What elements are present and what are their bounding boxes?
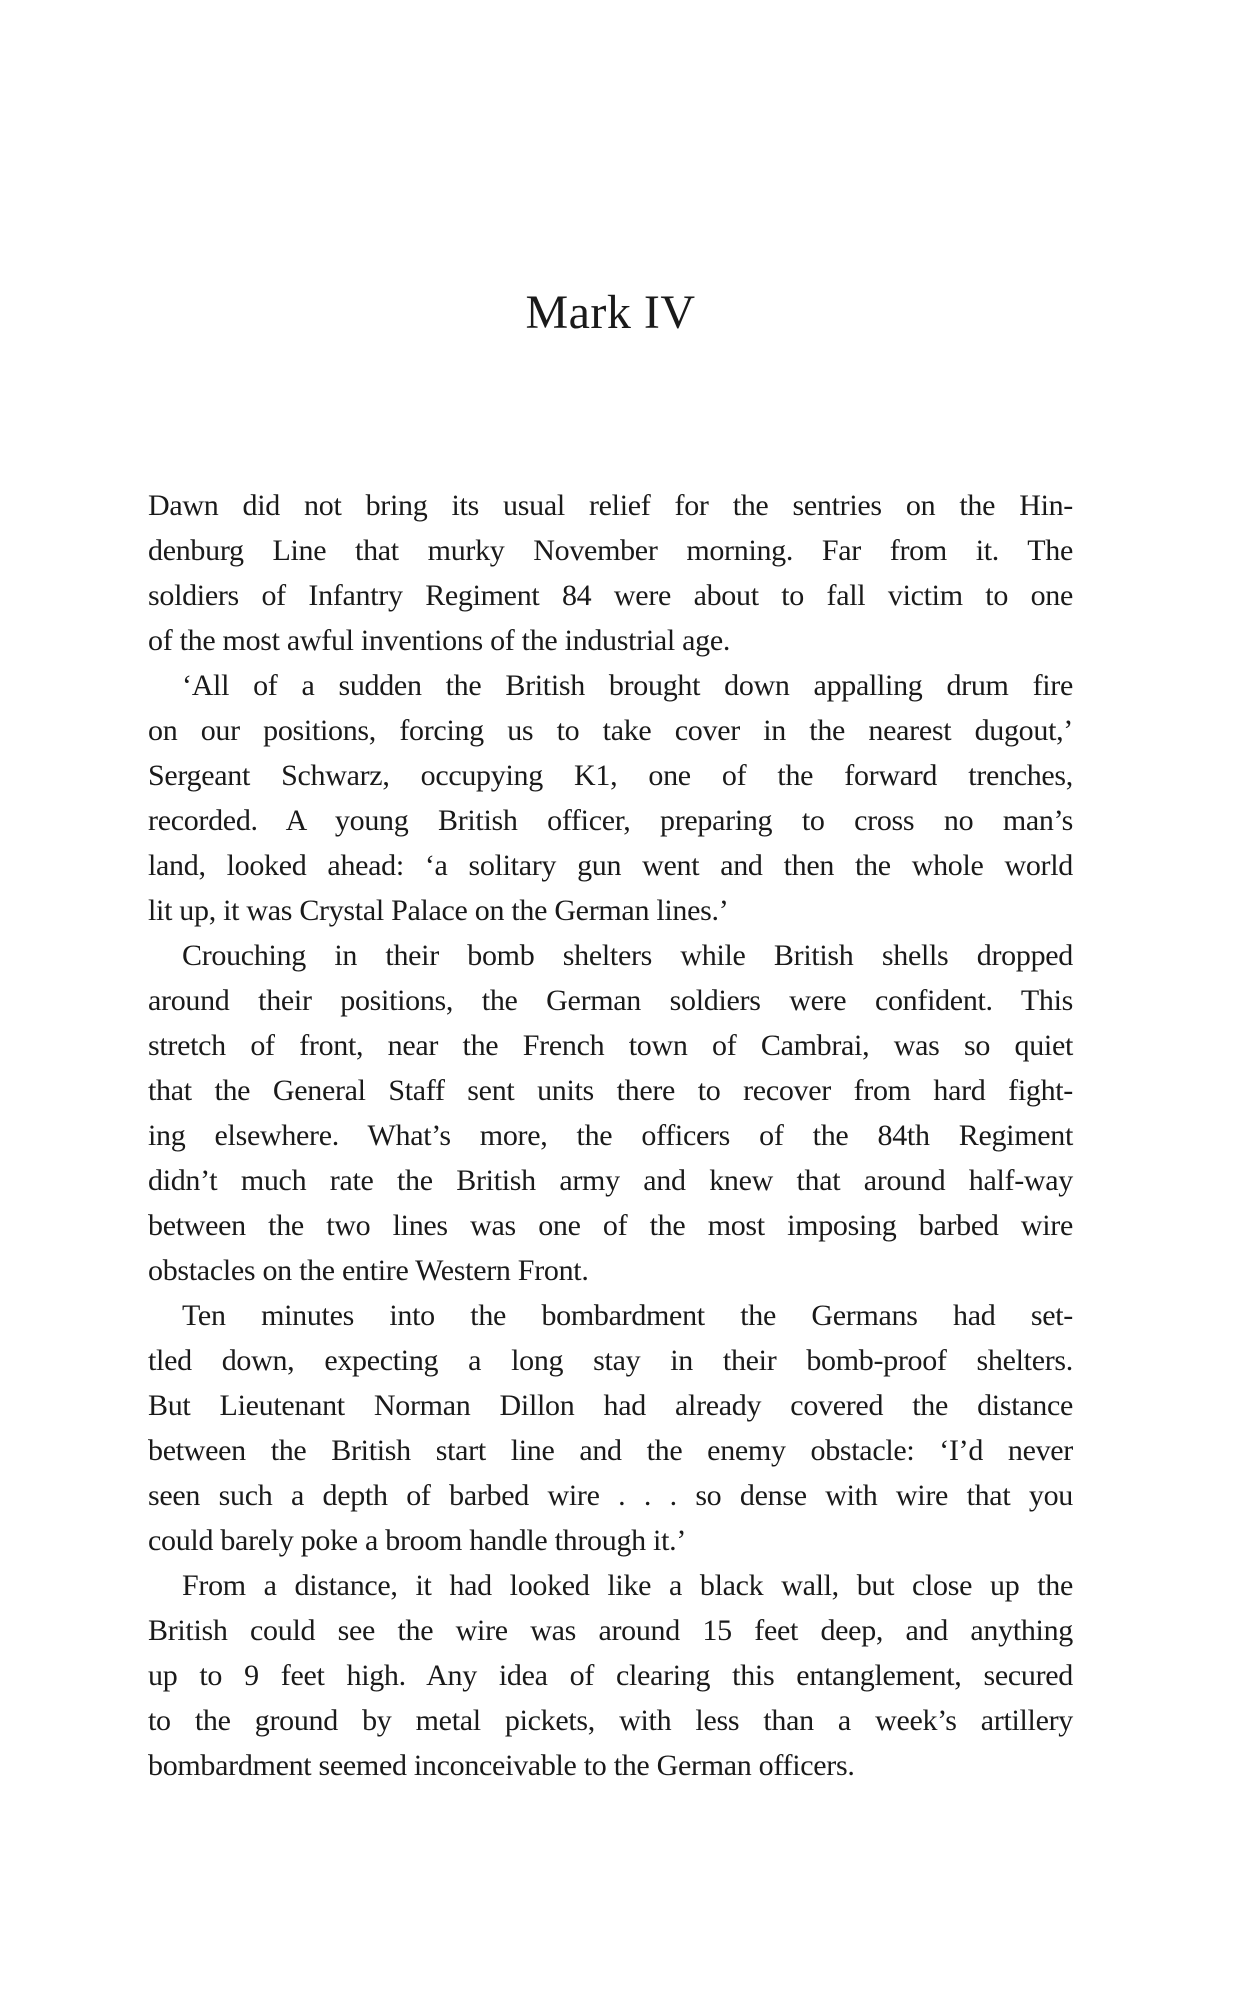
text-line: Sergeant Schwarz, occupying K1, one of the forward trenches, (148, 759, 1073, 792)
paragraph (148, 483, 1073, 663)
text-line: on our positions, forcing us to take cover in the nearest dugout,’ (148, 714, 1073, 747)
text-line: tled down, expecting a long stay in their bomb-proof shelters. (148, 1344, 1073, 1377)
text-line: Ten minutes into the bombardment the Germans had set- (182, 1299, 1073, 1332)
text-line: could barely poke a broom handle through it.’ (148, 1524, 687, 1557)
paragraph (148, 663, 1073, 933)
text-line: bombardment seemed inconceivable to the German officers. (148, 1749, 855, 1782)
paragraph (148, 1563, 1073, 1788)
text-line: between the two lines was one of the most imposing barbed wire (148, 1209, 1073, 1242)
text-line: denburg Line that murky November morning. Far from it. The (148, 534, 1073, 567)
text-line: recorded. A young British officer, preparing to cross no man’s (148, 804, 1073, 837)
text-line: between the British start line and the enemy obstacle: ‘I’d never (148, 1434, 1073, 1467)
text-line: But Lieutenant Norman Dillon had already covered the distance (148, 1389, 1073, 1422)
text-line: to the ground by metal pickets, with less than a week’s artillery (148, 1704, 1073, 1737)
text-line: didn’t much rate the British army and knew that around half-way (148, 1164, 1073, 1197)
text-line: lit up, it was Crystal Palace on the German lines.’ (148, 894, 729, 927)
text-line: Crouching in their bomb shelters while British shells dropped (182, 939, 1073, 972)
text-line: British could see the wire was around 15 feet deep, and anything (148, 1614, 1073, 1647)
text-line: around their positions, the German soldiers were confident. This (148, 984, 1073, 1017)
text-line: ‘All of a sudden the British brought down appalling drum fire (182, 669, 1073, 702)
chapter-title: Mark IV (525, 286, 696, 339)
text-line: of the most awful inventions of the industrial age. (148, 624, 731, 657)
text-line: Dawn did not bring its usual relief for the sentries on the Hin- (148, 489, 1073, 522)
paragraph (148, 933, 1073, 1293)
text-line: obstacles on the entire Western Front. (148, 1254, 589, 1287)
text-line: land, looked ahead: ‘a solitary gun went and then the whole world (148, 849, 1073, 882)
text-line: ing elsewhere. What’s more, the officers of the 84th Regiment (148, 1119, 1073, 1152)
text-line: soldiers of Infantry Regiment 84 were about to fall victim to one (148, 579, 1073, 612)
text-line: up to 9 feet high. Any idea of clearing this entanglement, secured (148, 1659, 1073, 1692)
body-text (148, 483, 1073, 1788)
paragraph (148, 1293, 1073, 1563)
text-line: seen such a depth of barbed wire . . . so dense with wire that you (148, 1479, 1073, 1512)
text-line: that the General Staff sent units there to recover from hard fight- (148, 1074, 1073, 1107)
text-line: stretch of front, near the French town of Cambrai, was so quiet (148, 1029, 1073, 1062)
text-line: From a distance, it had looked like a black wall, but close up the (182, 1569, 1073, 1602)
